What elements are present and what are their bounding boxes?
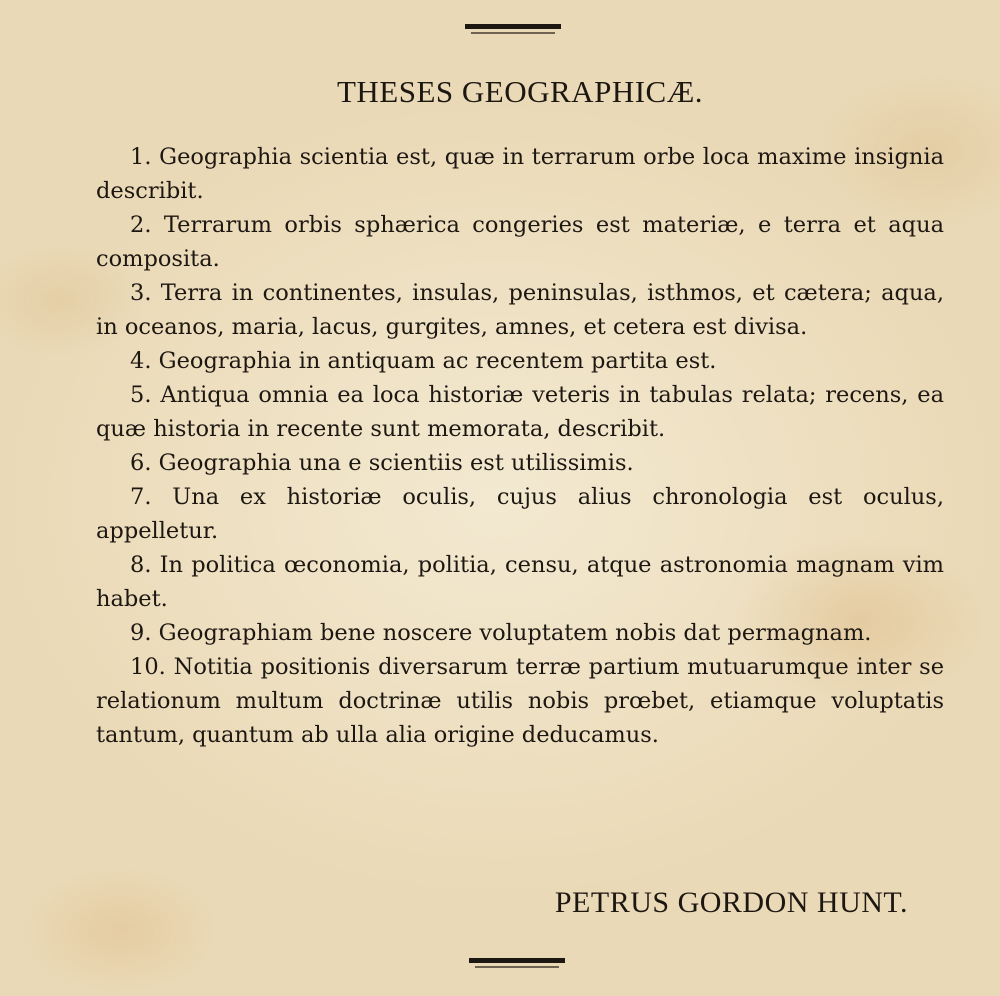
bottom-ornamental-rule — [469, 958, 565, 972]
bottom-rule-thin-line — [475, 966, 559, 968]
thesis-number: 2. — [130, 212, 152, 238]
thesis-text: Notitia positionis diversarum terræ partium mutuarumque inter se relationum multum doctrinæ utilis nobis prœbet, etiamque voluptatis tantum, quantum ab ulla alia origine deducamus. — [96, 654, 945, 748]
thesis-item — [96, 140, 944, 208]
thesis-number: 9. — [130, 620, 152, 646]
thesis-item — [96, 650, 944, 752]
thesis-item — [96, 446, 944, 480]
thesis-text: Geographia scientia est, quæ in terrarum orbe loca maxime insignia describit. — [96, 144, 945, 204]
thesis-text: Geographia in antiquam ac recentem partita est. — [158, 348, 717, 374]
bottom-rule-thick-line — [469, 958, 565, 963]
thesis-number: 1. — [130, 144, 152, 170]
thesis-number: 4. — [130, 348, 152, 374]
thesis-item — [96, 548, 944, 616]
thesis-item — [96, 616, 944, 650]
top-rule-thin-line — [471, 32, 555, 34]
thesis-item — [96, 208, 944, 276]
thesis-item — [96, 480, 944, 548]
thesis-number: 10. — [130, 654, 166, 680]
thesis-text: Terrarum orbis sphærica congeries est materiæ, e terra et aqua composita. — [96, 212, 944, 272]
thesis-text: Geographia una e scientiis est utilissimis. — [158, 450, 634, 476]
thesis-number: 7. — [130, 484, 152, 510]
page-title: THESES GEOGRAPHICÆ. — [336, 74, 704, 109]
theses-list — [96, 140, 944, 752]
thesis-number: 8. — [130, 552, 152, 578]
thesis-text: Terra in continentes, insulas, peninsulas, isthmos, et cætera; aqua, in oceanos, maria, lacus, gurgites, amnes, et cetera est divisa. — [96, 280, 945, 340]
author-signature: PETRUS GORDON HUNT. — [554, 886, 908, 919]
thesis-text: In politica œconomia, politia, censu, atque astronomia magnam vim habet. — [96, 552, 944, 612]
thesis-text: Geographiam bene noscere voluptatem nobis dat permagnam. — [158, 620, 872, 646]
thesis-number: 3. — [130, 280, 152, 306]
thesis-item — [96, 276, 944, 344]
thesis-number: 6. — [130, 450, 152, 476]
thesis-item — [96, 378, 944, 446]
thesis-number: 5. — [130, 382, 152, 408]
thesis-text: Antiqua omnia ea loca historiæ veteris in tabulas relata; recens, ea quæ historia in recente sunt memorata, describit. — [96, 382, 945, 442]
top-ornamental-rule — [465, 24, 561, 38]
thesis-text: Una ex historiæ oculis, cujus alius chronologia est oculus, appelletur. — [96, 484, 944, 544]
thesis-item — [96, 344, 944, 378]
top-rule-thick-line — [465, 24, 561, 29]
